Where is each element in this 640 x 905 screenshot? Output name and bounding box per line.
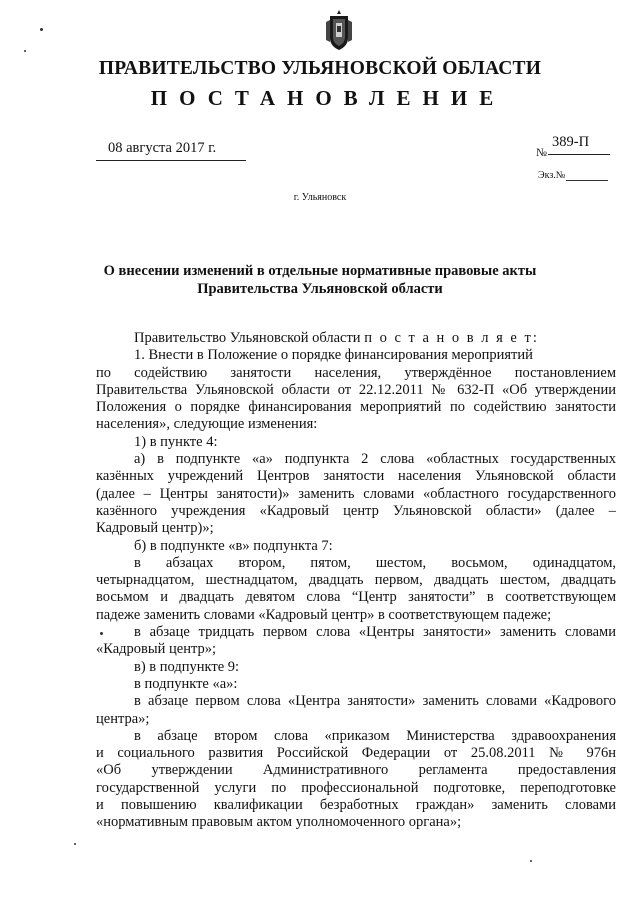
copy-number-underline	[566, 180, 608, 181]
body-line: б) в подпункте «в» подпункта 7:	[134, 537, 333, 554]
body-line: Правительство Ульяновской области п о с т а н о в л я е т:	[134, 330, 539, 346]
document-type: ПОСТАНОВЛЕНИЕ	[150, 86, 506, 110]
number-underline	[548, 154, 610, 155]
body-line: «Кадровый центр»;	[96, 641, 217, 658]
body-line: Кадровый центр)»;	[96, 520, 214, 537]
document-body	[96, 330, 616, 832]
body-line: в подпункте «а»:	[134, 675, 238, 692]
scan-speck	[24, 50, 26, 52]
resolves-word: п о с т а н о в л я е т:	[364, 330, 539, 346]
coat-of-arms-emblem	[324, 8, 354, 52]
body-line: а) в подпункте «а» подпункта 2 слова «областных государственных	[134, 451, 616, 468]
body-line: (далее – Центры занятости)» заменить словами «областного государственного	[96, 485, 616, 502]
body-line: населения», следующие изменения:	[96, 416, 318, 433]
document-date: 08 августа 2017 г.	[108, 140, 217, 156]
body-line: 1) в пункте 4:	[134, 433, 218, 450]
body-line: Положения о порядке финансирования мероприятий по содействию занятости	[96, 399, 616, 416]
body-line: казённых учреждений Центров занятости населения Ульяновской области	[96, 468, 616, 485]
city-name: г. Ульяновск	[293, 192, 347, 203]
body-line: в абзацах втором, пятом, шестом, восьмом, одинадцатом,	[134, 554, 616, 571]
scan-speck	[74, 843, 76, 845]
body-line: и социального развития Российской Федерации от 25.08.2011 № 976н	[96, 745, 616, 762]
body-line: в абзаце втором слова «приказом Министерства здравоохранения	[134, 727, 616, 744]
copy-number-label: Экз.№	[538, 170, 566, 181]
body-line: в абзаце тридцать первом слова «Центры занятости» заменить словами	[134, 624, 616, 641]
title-line: О внесении изменений в отдельные нормативные правовые акты	[103, 263, 537, 279]
body-line: Правительства Ульяновской области от 22.12.2011 № 632-П «Об утверждении	[96, 381, 616, 398]
body-line: «нормативным правовым актом уполномоченного органа»;	[96, 814, 462, 831]
body-line: четырнадцатом, шестнадцатом, двадцать первом, двадцать шестом, двадцать	[96, 572, 616, 589]
body-line: казённого учреждения «Кадровый центр Ульяновской области» (далее –	[96, 502, 616, 519]
body-line: в) в подпункте 9:	[134, 658, 240, 675]
body-line: 1. Внести в Положение о порядке финансирования мероприятий	[134, 347, 533, 364]
government-name: ПРАВИТЕЛЬСТВО УЛЬЯНОВСКОЙ ОБЛАСТИ	[98, 58, 542, 79]
body-line: центра»;	[96, 710, 150, 727]
body-line: восьмом и двадцать девятом слова “Центр занятости” в соответствующем	[96, 589, 616, 606]
scan-speck	[40, 28, 43, 31]
scan-speck	[530, 860, 532, 862]
body-line: и повышению квалификации безработных граждан» заменить словами	[96, 797, 616, 814]
date-underline	[96, 160, 246, 161]
title-line: Правительства Ульяновской области	[197, 281, 443, 297]
document-number: 389-П	[552, 134, 590, 150]
body-line: падеже заменить словами «Кадровый центр» в соответствующем падеже;	[96, 606, 552, 623]
document-title	[60, 262, 580, 298]
body-line: в абзаце первом слова «Центра занятости» заменить словами «Кадрового	[134, 693, 616, 710]
scan-speck	[100, 632, 103, 635]
body-line: государственной услуги по профессиональной подготовке, переподготовке	[96, 779, 616, 796]
body-line: по содействию занятости населения, утверждённое постановлением	[96, 364, 616, 381]
number-sign: №	[536, 147, 547, 159]
body-line: «Об утверждении Административного регламента предоставления	[96, 762, 616, 779]
